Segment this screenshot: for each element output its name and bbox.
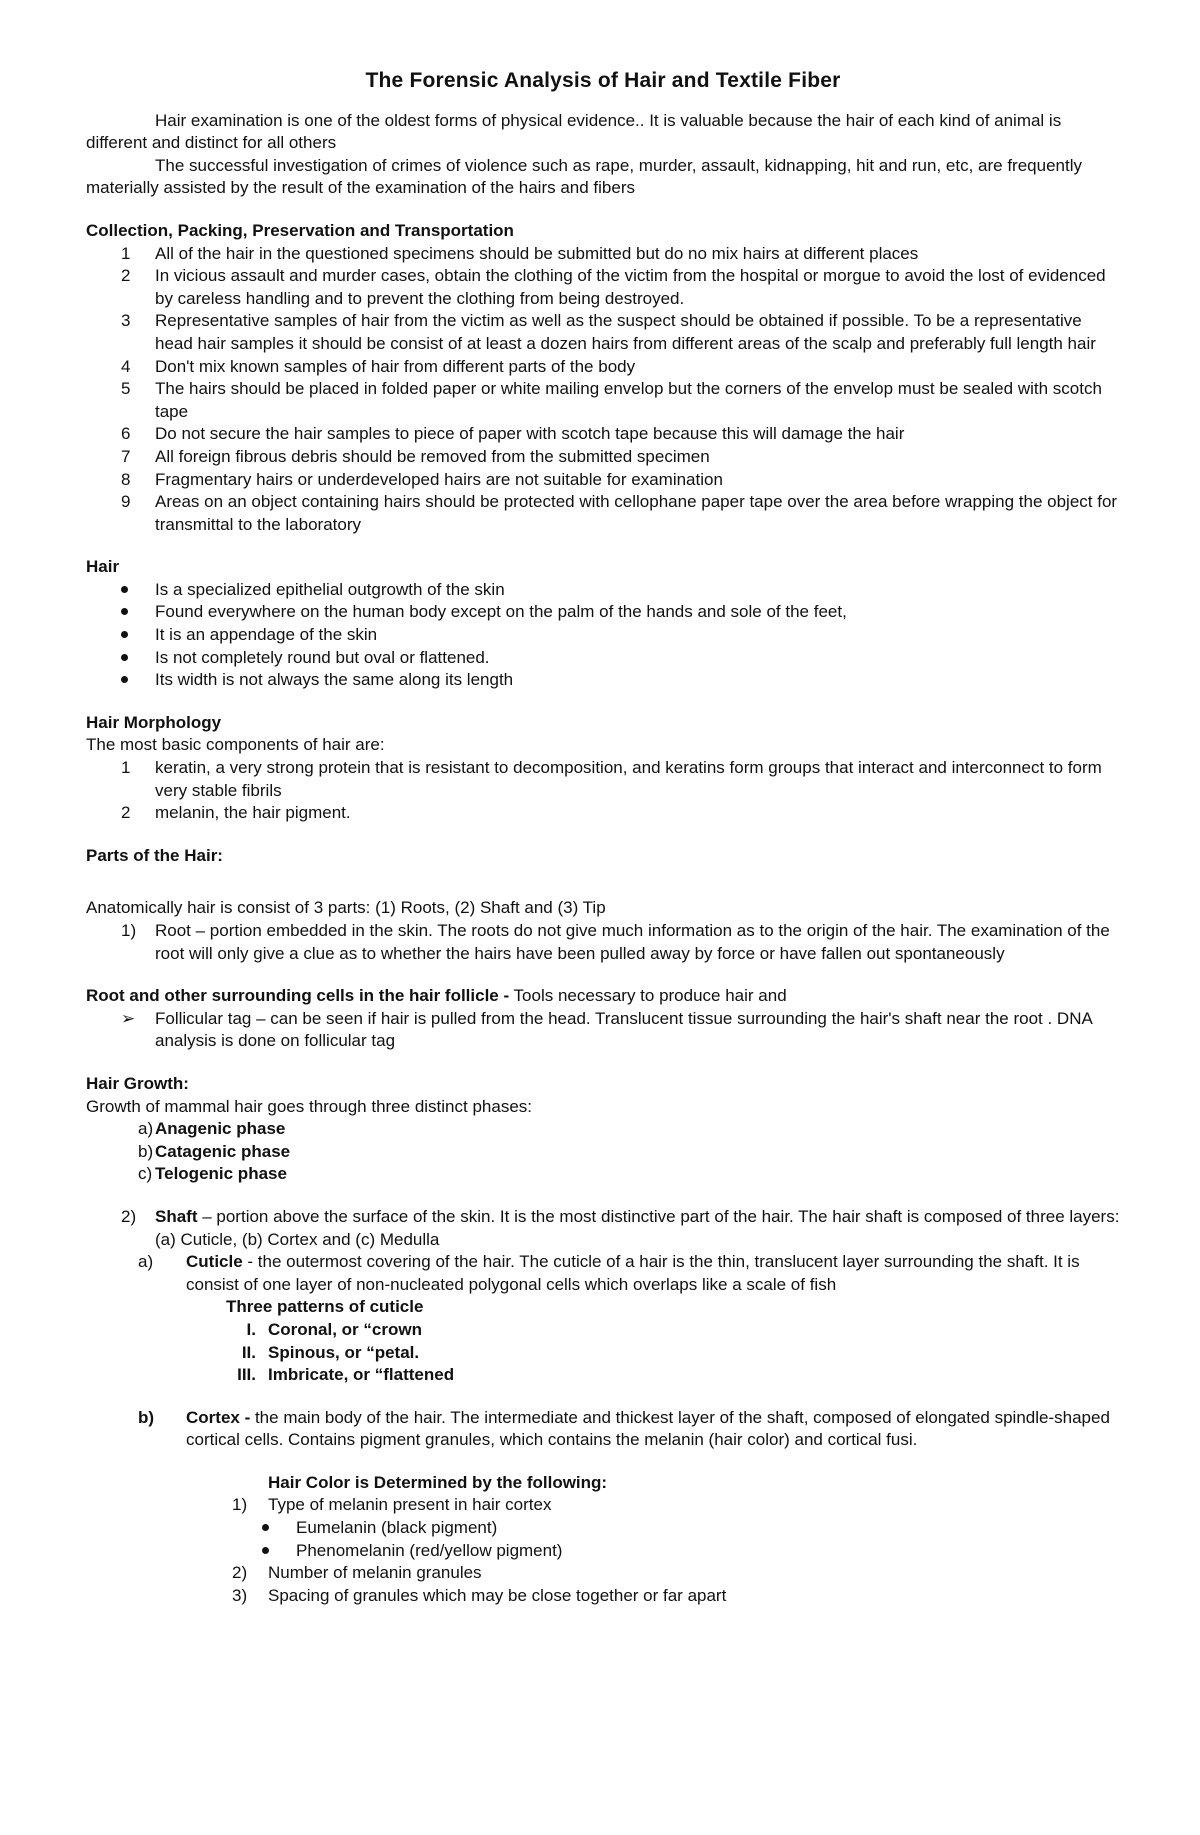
cortex-item [86,1407,1120,1452]
item-text: Fragmentary hairs or underdeveloped hairs are not suitable for examination [155,469,723,489]
hair-color-heading: Hair Color is Determined by the following: [268,1472,608,1492]
item-text: Telogenic phase [155,1164,287,1184]
item-text: Coronal, or “crown [268,1319,422,1339]
cuticle-text: - the outermost covering of the hair. The cuticle of a hair is the thin, translucent layer surrounding the shaft. It is consist of one layer of non-nucleated polygonal cells which overlaps like a scale of fish [186,1252,1080,1294]
bullet-icon [86,624,155,647]
list-item [86,1163,1120,1186]
item-number: 1 [121,243,131,263]
bullet-icon [86,1517,296,1540]
bullet-icon [86,647,155,670]
bullet-icon [86,1540,296,1563]
item-text: Do not secure the hair samples to piece of paper with scotch tape because this will damage the hair [155,424,905,444]
follicle-heading [86,985,1120,1008]
list-item [86,1540,1120,1563]
shaft-label: Shaft [155,1206,198,1226]
document-title: The Forensic Analysis of Hair and Textile Fiber [365,69,841,92]
bullet-icon [86,579,155,602]
item-text: Number of melanin granules [268,1563,482,1583]
item-number: 7 [121,446,131,466]
item-number: 5 [121,379,131,399]
item-text: Phenomelanin (red/yellow pigment) [296,1540,563,1560]
list-item [86,1008,1120,1053]
item-letter: c) [138,1164,153,1184]
list-item [86,243,1120,266]
hair-heading: Hair [86,557,120,577]
item-text: Type of melanin present in hair cortex [268,1495,552,1515]
arrow-bullet-icon: ➢ [121,1008,136,1028]
cuticle-item [86,1251,1120,1296]
collection-list [86,243,1120,537]
item-numeral: I. [246,1319,256,1339]
follicle-heading-rest: Tools necessary to produce hair and [509,986,787,1006]
bullet-icon [86,601,155,624]
item-number: 1 [121,758,131,778]
list-item [86,579,1120,602]
list-item [86,1364,1120,1387]
item-text: The hairs should be placed in folded paper or white mailing envelop but the corners of the envelop must be sealed with scotch tape [155,379,1102,421]
list-item [86,356,1120,379]
item-number: 6 [121,424,131,444]
item-number: 8 [121,469,131,489]
item-numeral: III. [237,1365,256,1385]
list-item [86,446,1120,469]
item-number: 9 [121,492,131,512]
item-number: 2) [232,1563,248,1583]
list-item [86,378,1120,423]
item-number: 1) [121,921,137,940]
intro-paragraph-2: The successful investigation of crimes of violence such as rape, murder, assault, kidnapping, hit and run, etc, are frequently materially assisted by the result of the examination of the hairs and fibers [86,155,1082,198]
item-letter: a) [138,1119,154,1139]
collection-heading: Collection, Packing, Preservation and Transportation [86,220,514,240]
melanin-type-list [86,1517,1120,1562]
list-item [86,1118,1120,1141]
list-item [86,1585,1120,1608]
morphology-lead: The most basic components of hair are: [86,735,385,755]
cuticle-patterns-list [86,1319,1120,1387]
item-number: 4 [121,356,131,376]
list-item [86,1342,1120,1365]
list-item [86,469,1120,492]
parts-lead: Anatomically hair is consist of 3 parts: (1) Roots, (2) Shaft and (3) Tip [86,898,606,918]
growth-phase-list [86,1118,1120,1186]
item-text: Root – portion embedded in the skin. The roots do not give much information as to the origin of the hair. The examination of the root will only give a clue as to whether the hairs have been pulled away by force or have fallen out spontaneously [155,921,1110,963]
item-number: 3) [232,1585,248,1605]
item-text: Catagenic phase [155,1141,291,1161]
list-item [86,802,1120,825]
item-text: Spacing of granules which may be close together or far apart [268,1585,727,1605]
item-text: In vicious assault and murder cases, obtain the clothing of the victim from the hospital or morgue to avoid the lost of evidenced by careless handling and to prevent the clothing from being destroyed. [155,266,1106,308]
list-item [86,1319,1120,1342]
cortex-text: the main body of the hair. The intermediate and thickest layer of the shaft, composed of elongated spindle-shaped cortical cells. Contains pigment granules, which contains the melanin (hair color) and cortical fusi. [186,1407,1110,1450]
item-text: Imbricate, or “flattened [268,1365,455,1385]
list-item [86,1562,1120,1585]
bullet-icon [86,669,155,692]
item-text: Anagenic phase [155,1119,286,1139]
list-item [86,423,1120,446]
list-item [86,1494,1120,1517]
morphology-heading: Hair Morphology [86,712,222,732]
follicle-heading-bold: Root and other surrounding cells in the hair follicle - [86,986,510,1006]
growth-heading: Hair Growth: [86,1073,189,1093]
item-letter: a) [138,1252,154,1272]
item-number: 1) [232,1495,248,1515]
item-number: 2 [121,266,131,286]
list-item [86,491,1120,536]
cortex-label: Cortex - [186,1407,251,1427]
parts-heading: Parts of the Hair: [86,845,223,865]
item-number: 3 [121,311,131,331]
list-item [86,757,1120,802]
item-text: Representative samples of hair from the victim as well as the suspect should be obtained if possible. To be a representative head hair samples it should be consist of at least a dozen hairs from different areas of the scalp and preferably full length hair [155,311,1096,353]
item-text: Is a specialized epithelial outgrowth of the skin [155,579,505,599]
shaft-item [86,1206,1120,1251]
list-item [86,647,1120,670]
hair-bullet-list [86,579,1120,692]
list-item [86,624,1120,647]
item-letter: b) [138,1141,154,1161]
item-letter: b) [138,1407,155,1427]
item-text: Don't mix known samples of hair from different parts of the body [155,356,636,376]
cuticle-patterns-heading: Three patterns of cuticle [226,1297,424,1317]
hair-color-list-continued [86,1562,1120,1607]
list-item [86,669,1120,692]
item-text: Areas on an object containing hairs should be protected with cellophane paper tape over the area before wrapping the object for transmittal to the laboratory [155,492,1118,534]
follicle-list [86,1008,1120,1053]
list-item [86,1141,1120,1164]
intro-paragraph-1: Hair examination is one of the oldest forms of physical evidence.. It is valuable because the hair of each kind of animal is different and distinct for all others [86,110,1062,153]
item-text: All of the hair in the questioned specimens should be submitted but do no mix hairs at different places [155,243,919,263]
morphology-list [86,757,1120,825]
root-item [86,920,1120,965]
list-item [86,1517,1120,1540]
item-text: Its width is not always the same along its length [155,670,514,690]
list-item [86,601,1120,624]
cuticle-label: Cuticle [186,1252,243,1272]
item-number: 2) [121,1206,137,1226]
item-text: Follicular tag – can be seen if hair is pulled from the head. Translucent tissue surrounding the hair's shaft near the root . DNA analysis is done on follicular tag [155,1008,1092,1051]
item-number: 2 [121,803,131,823]
item-text: Spinous, or “petal. [268,1342,420,1362]
list-item [86,265,1120,310]
growth-lead: Growth of mammal hair goes through three distinct phases: [86,1096,532,1116]
item-text: Found everywhere on the human body except on the palm of the hands and sole of the feet, [155,602,847,622]
item-numeral: II. [241,1342,256,1362]
item-text: It is an appendage of the skin [155,625,378,645]
shaft-text: – portion above the surface of the skin. It is the most distinctive part of the hair. The hair shaft is composed of three layers: (a) Cuticle, (b) Cortex and (c) Medulla [155,1206,1120,1249]
item-text: Is not completely round but oval or flattened. [155,647,490,667]
list-item [86,310,1120,355]
item-text: Eumelanin (black pigment) [296,1518,498,1538]
hair-color-list [86,1494,1120,1517]
item-text: keratin, a very strong protein that is resistant to decomposition, and keratins form groups that interact and interconnect to form very stable fibrils [155,758,1102,800]
item-text: melanin, the hair pigment. [155,803,351,823]
item-text: All foreign fibrous debris should be removed from the submitted specimen [155,446,710,466]
